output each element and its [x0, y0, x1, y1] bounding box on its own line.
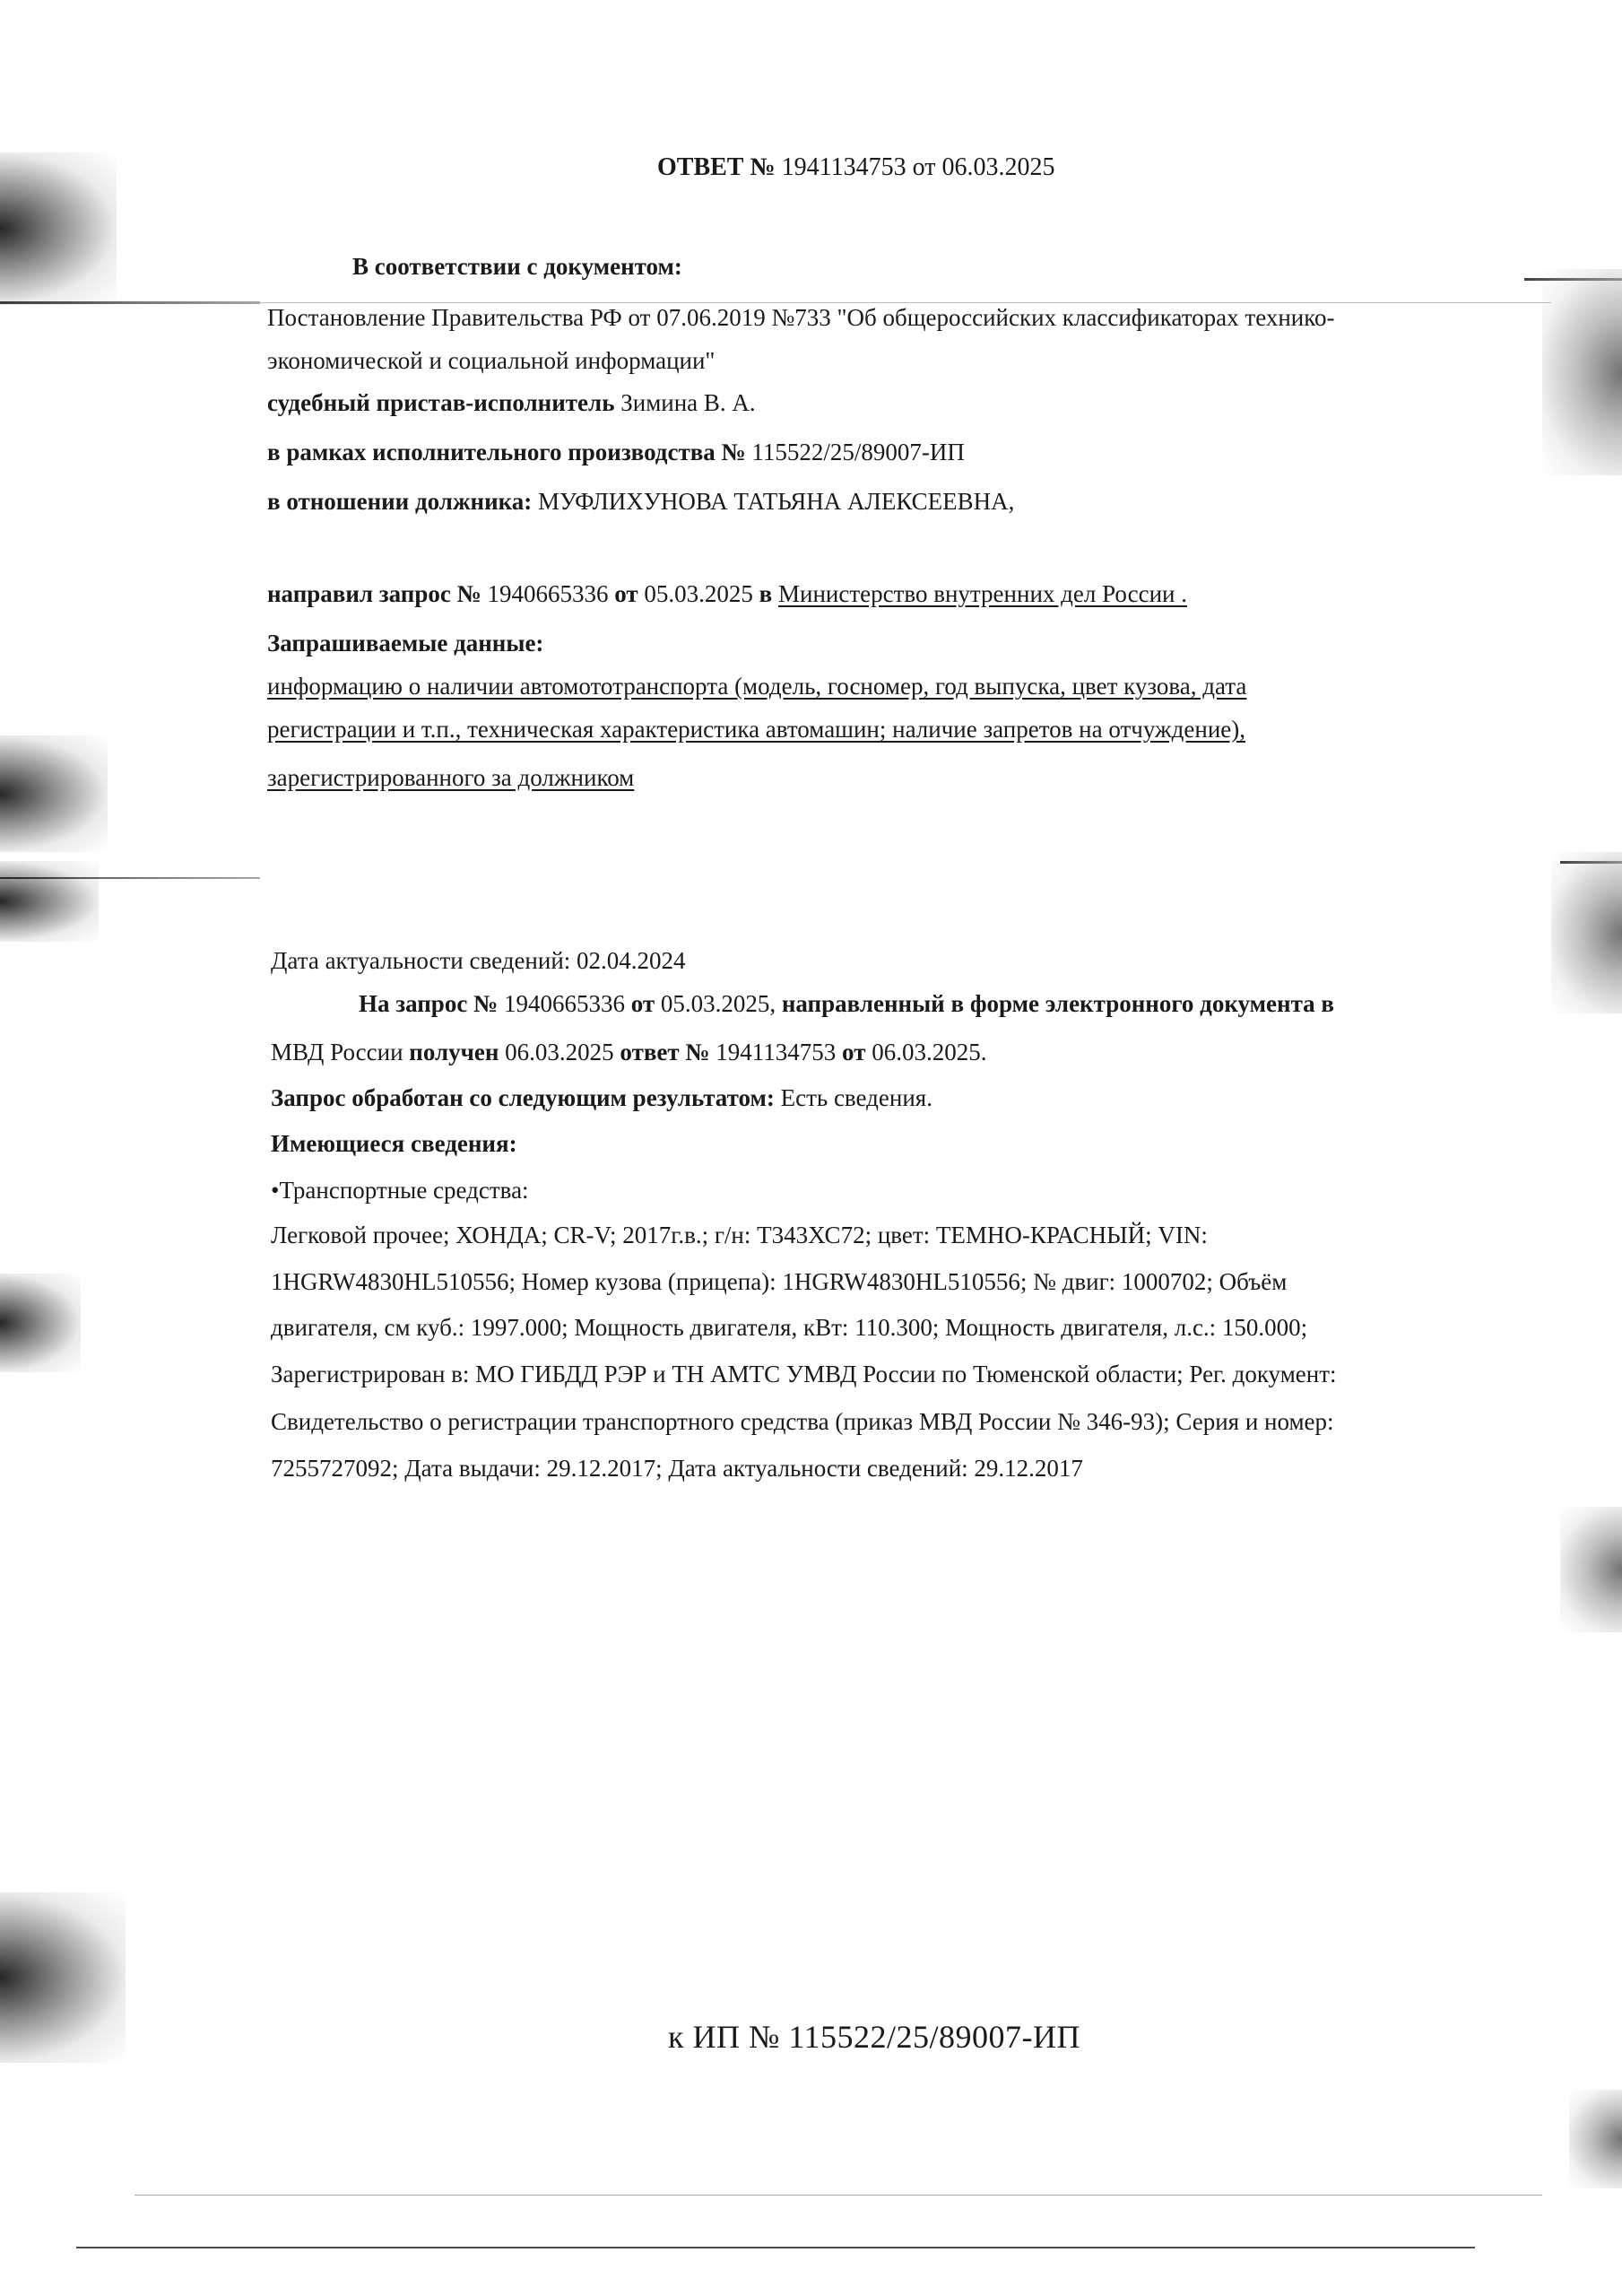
request-from-label: от — [614, 580, 638, 607]
title-number: 1941134753 от 06.03.2025 — [781, 153, 1055, 181]
basis-document-line-2: экономической и социальной информации" — [267, 347, 716, 374]
available-data-label: Имеющиеся сведения: — [271, 1130, 517, 1157]
basis-label: В соответствии с документом: — [352, 253, 682, 280]
response-text: На запрос № — [359, 990, 499, 1017]
result-label: Запрос обработан со следующим результатом: — [271, 1084, 775, 1111]
bailiff-line — [267, 387, 756, 418]
response-text: от — [630, 990, 655, 1017]
result-value: Есть сведения. — [780, 1084, 932, 1111]
proceedings-number: 115522/25/89007-ИП — [751, 439, 965, 465]
scan-smudge — [0, 861, 99, 942]
scan-smudge — [1569, 2090, 1622, 2188]
vehicle-line-3: двигателя, см куб.: 1997.000; Мощность двигателя, кВт: 110.300; Мощность двигателя, л.с.: 150.000; — [271, 1314, 1308, 1341]
basis-document-line-1: Постановление Правительства РФ от 07.06.2019 №733 "Об общероссийских классификаторах технико- — [267, 304, 1335, 331]
request-sent-label: направил запрос № — [267, 580, 481, 607]
scan-streak — [0, 301, 260, 304]
vehicle-line-2: 1HGRW4830HL510556; Номер кузова (прицепа): 1HGRW4830HL510556; № двиг: 1000702; Объём — [271, 1268, 1288, 1295]
request-number: 1940665336 — [487, 580, 609, 607]
debtor-label: в отношении должника: — [267, 488, 533, 515]
scan-smudge — [1542, 269, 1622, 475]
requested-data-line-2: регистрации и т.п., техническая характеристика автомашин; наличие запретов на отчуждение), — [267, 716, 1245, 743]
response-text: от — [842, 1039, 866, 1065]
result-line — [271, 1083, 932, 1113]
title-label: ОТВЕТ № — [657, 153, 776, 181]
response-text: направленный в форме электронного документа в — [781, 990, 1334, 1017]
requested-data-line-1: информацию о наличии автомототранспорта (модель, госномер, год выпуска, цвет кузова, дата — [267, 673, 1247, 700]
vehicle-line-4: Зарегистрирован в: МО ГИБДД РЭР и ТН АМТС УМВД России по Тюменской области; Рег. документ: — [271, 1361, 1337, 1387]
vehicles-header: •Транспортные средства: — [271, 1177, 529, 1204]
response-received-date: 06.03.2025 — [505, 1039, 614, 1065]
response-request-number: 1940665336 — [503, 990, 625, 1017]
footer-proceedings-ref: к ИП № 115522/25/89007-ИП — [668, 2019, 1080, 2055]
proceedings-label: в рамках исполнительного производства № — [267, 439, 746, 465]
vehicle-line-6: 7255727092; Дата выдачи: 29.12.2017; Дата актуальности сведений: 29.12.2017 — [271, 1455, 1083, 1482]
vehicle-line-5: Свидетельство о регистрации транспортного средства (приказ МВД России № 346-93); Серия и номер: — [271, 1408, 1334, 1435]
response-line-2 — [271, 1037, 986, 1067]
scan-line — [134, 2195, 1542, 2196]
response-answer-number: 1941134753 — [716, 1039, 837, 1065]
response-line-1 — [359, 988, 1334, 1019]
relevance-date: Дата актуальности сведений: 02.04.2024 — [271, 947, 686, 974]
response-answer-date: 06.03.2025. — [872, 1039, 987, 1065]
scan-streak — [1560, 861, 1622, 864]
debtor-name: МУФЛИХУНОВА ТАТЬЯНА АЛЕКСЕЕВНА, — [538, 488, 1015, 515]
response-text: ответ № — [620, 1039, 710, 1065]
request-to-label: в — [759, 580, 773, 607]
scan-smudge — [0, 1892, 126, 2063]
document-title — [657, 152, 1054, 183]
proceedings-line — [267, 437, 965, 467]
scan-smudge — [0, 735, 108, 852]
response-request-date: 05.03.2025, — [660, 990, 776, 1017]
scan-streak — [0, 877, 260, 879]
scan-smudge — [1560, 1507, 1622, 1632]
scan-line — [76, 2247, 1475, 2248]
bailiff-name: Зимина В. А. — [620, 389, 756, 416]
request-line — [267, 578, 1187, 609]
response-agency: МВД России — [271, 1039, 403, 1065]
scan-streak — [1524, 278, 1622, 281]
vehicle-line-1: Легковой прочее; ХОНДА; CR-V; 2017г.в.; г/н: Т343ХС72; цвет: ТЕМНО-КРАСНЫЙ; VIN: — [271, 1222, 1208, 1248]
scan-smudge — [0, 152, 117, 305]
scan-smudge — [0, 1274, 81, 1372]
response-text: получен — [409, 1039, 499, 1065]
requested-data-label: Запрашиваемые данные: — [267, 630, 544, 657]
request-date: 05.03.2025 — [644, 580, 753, 607]
requested-data-line-3: зарегистрированного за должником — [267, 764, 635, 791]
request-recipient: Министерство внутренних дел России . — [778, 580, 1187, 607]
scan-smudge — [1551, 852, 1622, 1013]
bailiff-label: судебный пристав-исполнитель — [267, 389, 615, 416]
debtor-line — [267, 486, 1014, 517]
